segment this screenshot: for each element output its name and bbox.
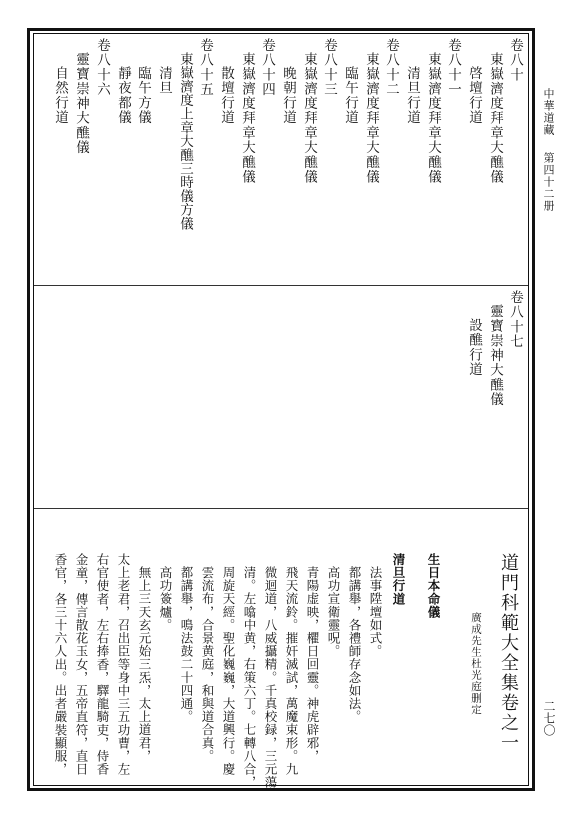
body-column: 雲流布，合景黄庭，和與道合真。 [200, 566, 215, 763]
section-divider-top [34, 285, 528, 286]
toc-column: 卷八十四 [259, 38, 275, 97]
body-column: 高功簽爐。 [158, 566, 173, 632]
toc-column: 設醮行道 [466, 318, 482, 377]
body-column: 周旋天經。聖化巍巍，大道興行。慶 [221, 566, 236, 776]
toc-column: 東嶽濟度拜章大醮儀 [487, 52, 503, 185]
toc-column: 卷八十 [507, 38, 523, 83]
body-column: 青陽虚映，欋日回靈。神虎辟邪， [305, 566, 320, 763]
body-column: 右官使者，左右捧香，驛龍騎吏，侍香 [95, 553, 110, 776]
toc-column: 卷八十三 [321, 38, 337, 97]
body-column: 法事陞壇如式。 [368, 566, 383, 658]
margin-volume: 第四十二册 [542, 152, 555, 212]
toc-column: 臨午行道 [342, 66, 358, 125]
body-column: 都講舉，各禮師存念如法。 [347, 566, 362, 724]
page-number: 二七〇 [542, 700, 556, 736]
section-heading: 生日本命儀 [426, 553, 441, 619]
toc-column: 臨午方儀 [135, 66, 151, 125]
body-column: 金童，傳言散花玉女，五帝直符，直日 [74, 553, 89, 776]
subsection-heading: 清旦行道 [391, 553, 406, 606]
toc-column: 東嶽濟度拜章大醮儀 [363, 52, 379, 185]
toc-column: 卷八十五 [197, 38, 213, 97]
body-column: 香官，各三十六人出。出者嚴裝顯服， [53, 553, 68, 776]
toc-column: 清旦 [156, 66, 172, 96]
author-line: 廣成先生杜光庭删定 [470, 612, 482, 716]
toc-column: 卷八十一 [445, 38, 461, 97]
toc-column: 晚朝行道 [280, 66, 296, 125]
toc-column: 東嶽濟度拜章大醮儀 [301, 52, 317, 185]
toc-column: 靈寶崇神大醮儀 [73, 52, 89, 155]
toc-column: 東嶽濟度拜章大醮儀 [239, 52, 255, 185]
section-divider-bottom [34, 508, 528, 509]
toc-column: 東嶽濟度上章大醮三時儀方儀 [177, 52, 193, 231]
body-column: 太上老君，召出臣等身中三五功曹，左 [116, 553, 131, 776]
body-column: 飛天流鈴。摧奸滅試，萬魔束形。九 [284, 566, 299, 776]
toc-column: 啓壇行道 [466, 66, 482, 125]
body-column: 微迴道，八威攝精。千真校録，三元蕩 [263, 566, 278, 789]
scripture-title: 道門科範大全集卷之一 [498, 553, 519, 753]
toc-column: 散壇行道 [218, 66, 234, 125]
body-column: 高功宣衛靈呪。 [326, 566, 341, 658]
toc-column: 卷八十六 [94, 38, 110, 97]
toc-column: 靜夜都儀 [115, 66, 131, 125]
body-column: 清。左噏中黄，右策六丁。七轉八合， [242, 566, 257, 789]
toc-column: 自然行道 [52, 66, 68, 125]
body-column: 無上三天玄元始三炁，太上道君， [137, 566, 152, 763]
margin-book-title: 中華道藏 [542, 88, 555, 136]
toc-column: 清旦行道 [404, 66, 420, 125]
toc-column: 靈寶崇神大醮儀 [487, 304, 503, 407]
body-column: 都講舉，鳴法鼓二十四通。 [179, 566, 194, 724]
toc-column: 東嶽濟度拜章大醮儀 [425, 52, 441, 185]
toc-column: 卷八十七 [507, 290, 523, 349]
toc-column: 卷八十二 [383, 38, 399, 97]
